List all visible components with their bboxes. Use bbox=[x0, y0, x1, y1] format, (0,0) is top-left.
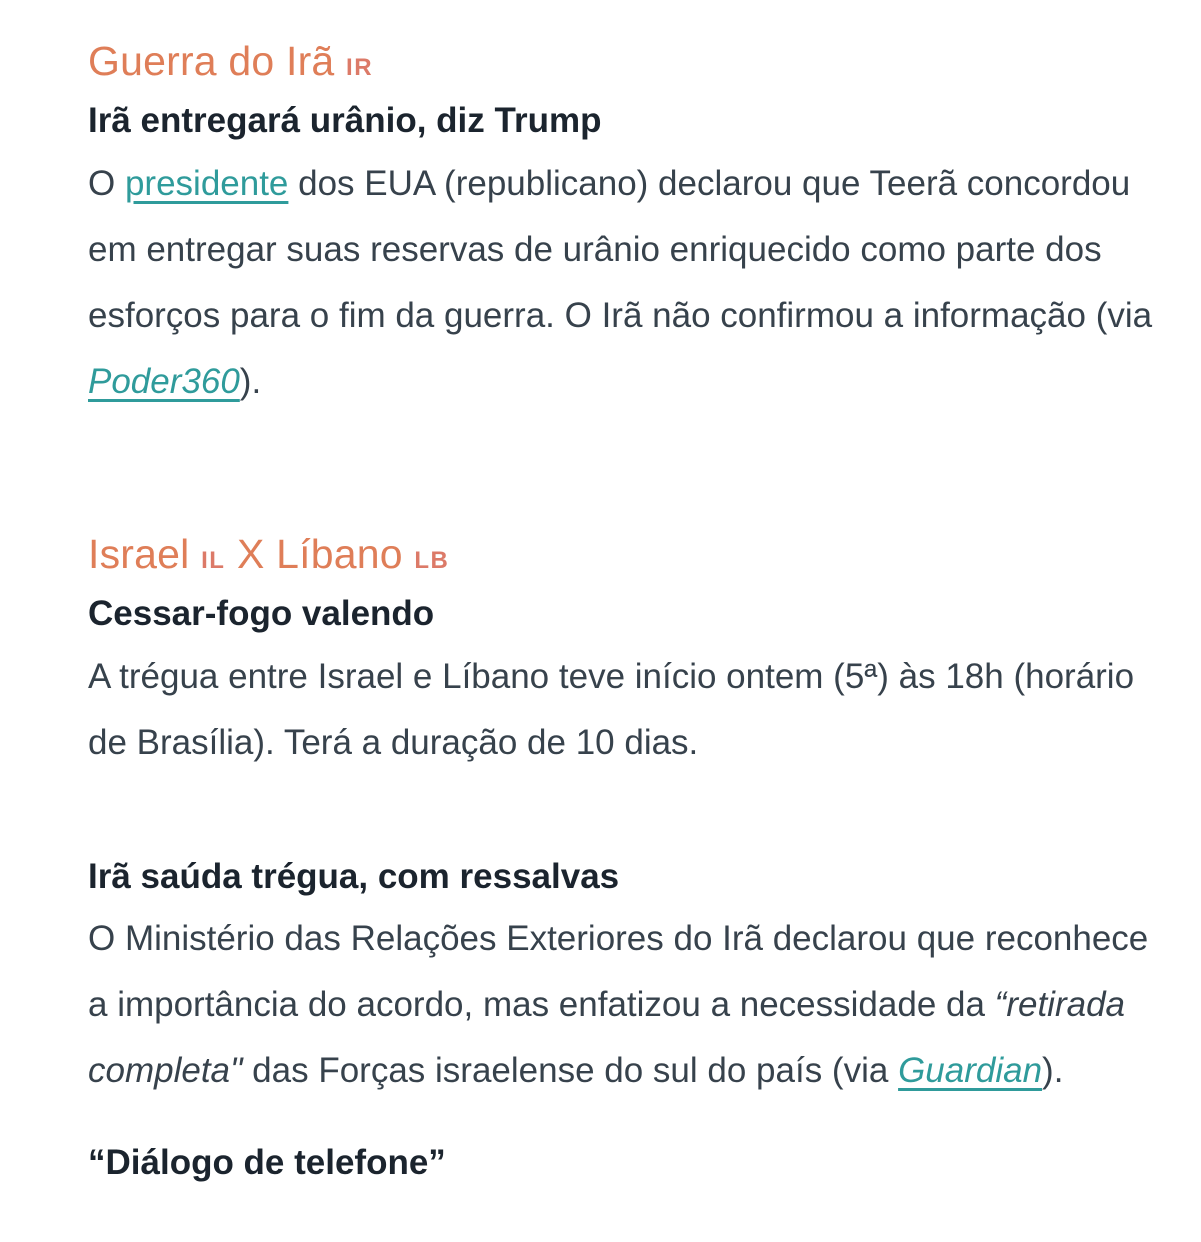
news-paragraph-cessar-fogo: A trégua entre Israel e Líbano teve início ontem (5ª) às 18h (horário de Brasília). Terá a duração de 10 dias. bbox=[88, 656, 1135, 762]
section-title-guerra-do-ira bbox=[88, 34, 1154, 88]
country-code-ir: IR bbox=[346, 54, 374, 81]
section-title-text: Guerra do Irã bbox=[88, 38, 347, 84]
news-item bbox=[88, 1138, 1154, 1189]
country-code-lb: LB bbox=[414, 546, 450, 574]
news-headline-ira-sauda-tregua: Irã saúda trégua, com ressalvas bbox=[88, 856, 620, 896]
news-headline-cessar-fogo: Cessar-fogo valendo bbox=[88, 593, 435, 633]
link-guardian[interactable]: Guardian bbox=[898, 1051, 1043, 1091]
section-guerra-do-ira bbox=[88, 34, 1154, 415]
news-headline-truncated: “Diálogo de telefone” bbox=[88, 1143, 446, 1183]
news-item bbox=[88, 852, 1154, 1105]
section-israel-libano bbox=[88, 527, 1154, 1189]
news-headline-uranio: Irã entregará urânio, diz Trump bbox=[88, 101, 602, 141]
link-presidente[interactable]: presidente bbox=[124, 163, 289, 203]
quoted-phrase: “retirada completa" bbox=[88, 985, 1125, 1091]
news-item bbox=[88, 589, 1154, 776]
section-title-israel-libano bbox=[88, 527, 1154, 581]
section-title-text: Israel bbox=[88, 530, 202, 577]
link-poder360[interactable]: Poder360 bbox=[88, 361, 240, 401]
news-paragraph-uranio: O presidente dos EUA (republicano) declarou que Teerã concordou em entregar suas reservas de urânio enriquecido como parte dos esforços para o fim da guerra. O Irã não confirmou a informação (via Poder360). bbox=[88, 163, 1153, 401]
country-code-il: IL bbox=[201, 546, 226, 574]
section-title-text: X Líbano bbox=[225, 530, 415, 577]
news-item bbox=[88, 96, 1154, 415]
news-paragraph-ira-sauda-tregua: O Ministério das Relações Exteriores do Irã declarou que reconhece a importância do acordo, mas enfatizou a necessidade da “retirada completa" das Forças israelense do sul do país (via Guardian). bbox=[88, 919, 1149, 1091]
